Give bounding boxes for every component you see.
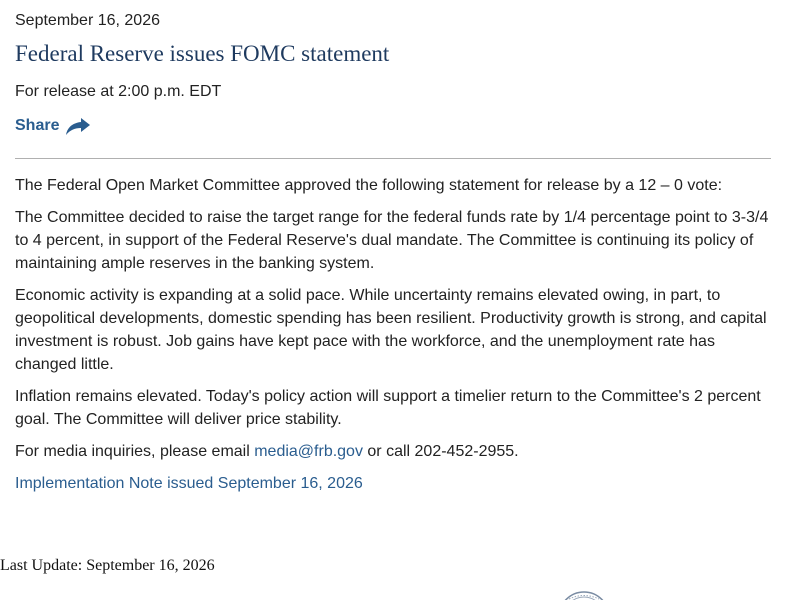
statement-paragraph: Inflation remains elevated. Today's policy action will support a timelier return to the Committee's 2 percent goal. The Committee will deliver price stability.: [15, 388, 761, 428]
media-email-link[interactable]: media@frb.gov: [254, 443, 363, 460]
media-prefix: For media inquiries, please email: [15, 443, 255, 460]
statement-paragraph: Economic activity is expanding at a solid pace. While uncertainty remains elevated owing, in part, to geopolitical developments, domestic spending has been resilient. Productivity growth is strong, and capital investment is robust. Job gains have kept pace with the workforce, and the unemployment rate has changed little.: [15, 287, 767, 373]
share-arrow-icon: [65, 116, 91, 136]
statement-paragraph: The Committee decided to raise the target range for the federal funds rate by 1/4 percentage point to 3-3/4 to 4 percent, in support of the Federal Reserve's dual mandate. The Committee is continuing its policy of maintaining ample reserves in the banking system.: [15, 209, 769, 272]
share-button[interactable]: [15, 116, 91, 136]
page-title: Federal Reserve issues FOMC statement: [15, 41, 390, 66]
share-label: Share: [15, 117, 60, 134]
statement-body: [15, 174, 771, 504]
media-suffix: or call 202-452-2955.: [362, 443, 519, 460]
divider: [15, 158, 771, 159]
article-date: September 16, 2026: [15, 12, 160, 29]
statement-intro: The Federal Open Market Committee approved the following statement for release by a 12 – 0 vote:: [15, 177, 723, 194]
release-time: For release at 2:00 p.m. EDT: [15, 83, 222, 100]
implementation-note-link[interactable]: Implementation Note issued September 16, 2026: [15, 475, 363, 492]
implementation-note-paragraph: [15, 472, 771, 495]
federal-reserve-seal-icon: [557, 590, 611, 600]
last-update: Last Update: September 16, 2026: [0, 557, 215, 574]
media-inquiries: [15, 440, 771, 463]
